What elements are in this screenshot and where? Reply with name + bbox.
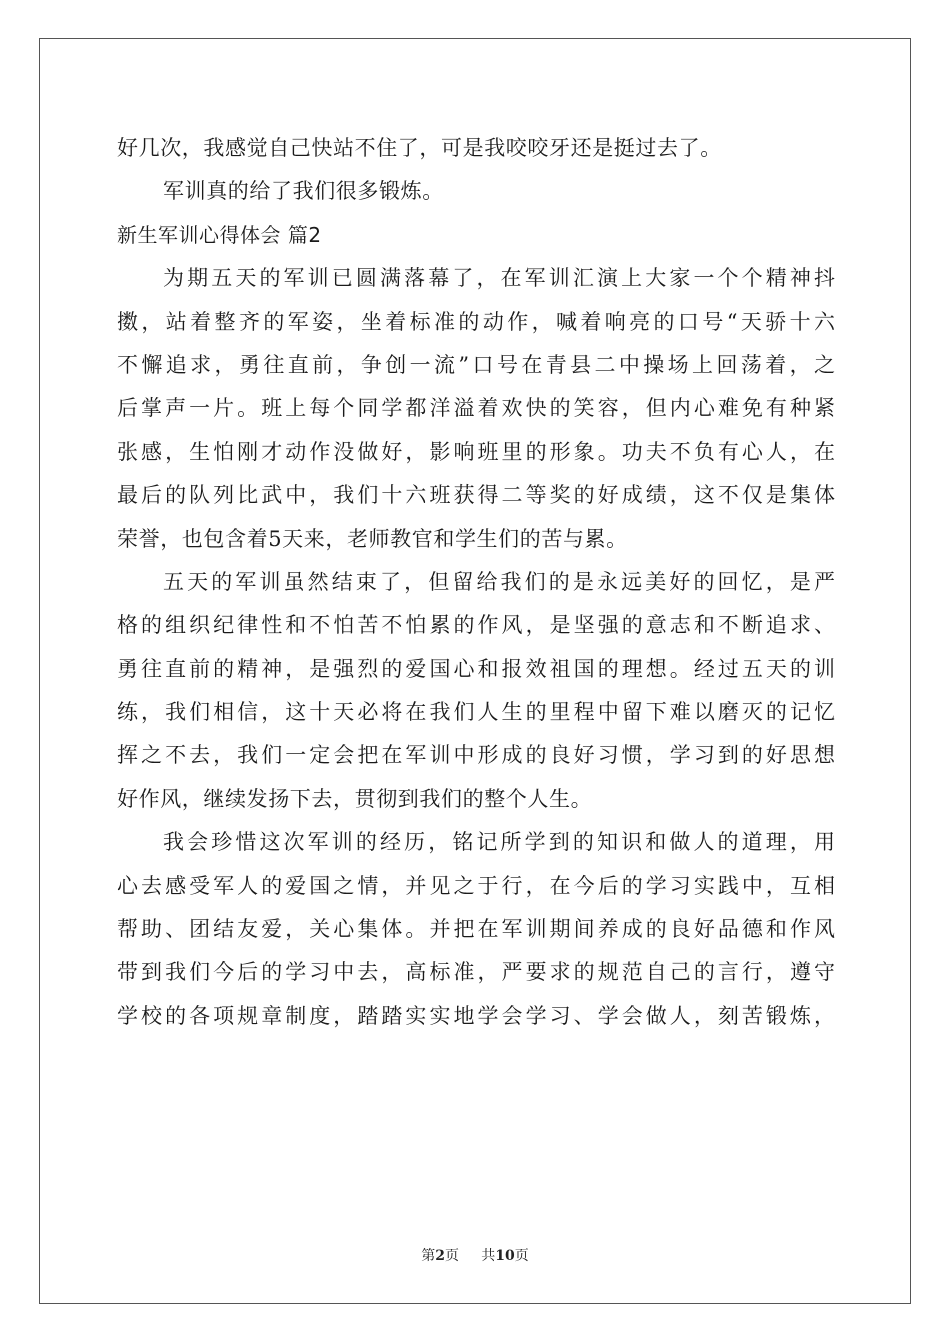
page-prefix: 第 xyxy=(421,1248,436,1264)
text-line: 带到我们今后的学习中去，高标准，严要求的规范自己的言行，遵守 xyxy=(117,960,835,985)
text-line: 荣誉，也包含着5天来，老师教官和学生们的苦与累。 xyxy=(117,526,628,551)
text-line: 帮助、团结友爱，关心集体。并把在军训期间养成的良好品德和作风 xyxy=(117,917,835,942)
text-line: 心去感受军人的爱国之情，并见之于行，在今后的学习实践中，互相 xyxy=(117,873,835,898)
text-line: 挥之不去，我们一定会把在军训中形成的良好习惯，学习到的好思想 xyxy=(117,743,835,768)
text-line: 为期五天的军训已圆满落幕了，在军训汇演上大家一个个精神抖 xyxy=(163,266,835,291)
total-prefix: 共 xyxy=(481,1248,496,1264)
page-suffix: 页 xyxy=(445,1248,459,1264)
text-line: 不懈追求，勇往直前，争创一流”口号在青县二中操场上回荡着，之 xyxy=(117,352,835,377)
document-body xyxy=(117,127,835,1038)
text-line: 张感，生怕刚才动作没做好，影响班里的形象。功夫不负有心人，在 xyxy=(117,439,835,464)
section-heading: 新生军训心得体会 篇2 xyxy=(117,222,322,247)
text-line: 我会珍惜这次军训的经历，铭记所学到的知识和做人的道理，用 xyxy=(163,830,835,855)
text-line: 擞，站着整齐的军姿，坐着标准的动作，喊着响亮的口号“天骄十六 xyxy=(117,309,835,334)
text-line: 好作风，继续发扬下去，贯彻到我们的整个人生。 xyxy=(117,786,593,811)
text-line: 最后的队列比武中，我们十六班获得二等奖的好成绩，这不仅是集体 xyxy=(117,483,835,508)
page-footer xyxy=(0,1245,950,1265)
text-line: 好几次，我感觉自己快站不住了，可是我咬咬牙还是挺过去了。 xyxy=(117,136,722,160)
text-line: 学校的各项规章制度，踏踏实实地学会学习、学会做人，刻苦锻炼， xyxy=(117,1003,835,1028)
total-suffix: 页 xyxy=(514,1248,529,1264)
text-line: 军训真的给了我们很多锻炼。 xyxy=(163,179,444,204)
text-line: 格的组织纪律性和不怕苦不怕累的作风，是坚强的意志和不断追求、 xyxy=(117,613,835,638)
text-line: 五天的军训虽然结束了，但留给我们的是永远美好的回忆，是严 xyxy=(163,569,835,594)
text-line: 后掌声一片。班上每个同学都洋溢着欢快的笑容，但内心难免有种紧 xyxy=(117,396,835,421)
text-line: 练，我们相信，这十天必将在我们人生的里程中留下难以磨灭的记忆 xyxy=(117,700,835,725)
page-number xyxy=(421,1248,459,1264)
text-line: 勇往直前的精神，是强烈的爱国心和报效祖国的理想。经过五天的训 xyxy=(117,656,835,681)
total-pages xyxy=(481,1248,528,1264)
total-count: 10 xyxy=(495,1248,515,1264)
current-page: 2 xyxy=(435,1248,445,1264)
